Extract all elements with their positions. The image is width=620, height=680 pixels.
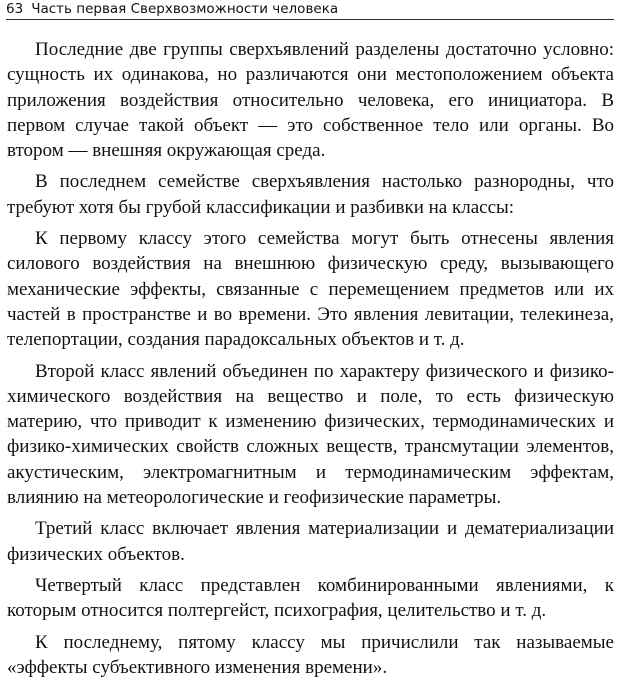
paragraph-4: Второй класс явлений объединен по характеру физического и физико-химического воздействия на вещество и поле, то есть физическую материю, что приводит к изменению физических, термодинамических и физико-химических свойств сложных веществ, трансмутации элементов, акустическим, электромагнитным и термодинамическим эффектам, влиянию на метеорологические и геофизические параметры. — [7, 360, 614, 509]
paragraph-3: К первому классу этого семейства могут быть отнесены явления силового воздействия на внешнюю физическую среду, вызывающего механические эффекты, связанные с перемещением предметов или их частей в пространстве и во времени. Это явления левитации, телекинеза, телепортации, создания парадоксальных объектов и т. д. — [7, 228, 614, 351]
running-header — [6, 0, 614, 20]
running-title: Часть первая Сверхвозможности человека — [31, 1, 339, 17]
paragraph-5: Третий класс включает явления материализации и дематериализации физических объектов. — [7, 518, 614, 565]
paragraph-7: К последнему, пятому классу мы причислили так называемые «эффекты субъективного изменения времени». — [7, 631, 614, 678]
paragraph-6: Четвертый класс представлен комбинированными явлениями, к которым относится полтергейст, психография, целительство и т. д. — [7, 574, 614, 622]
page-number: 63 — [6, 1, 24, 17]
paragraph-1: Последние две группы сверхъявлений разделены достаточно условно: сущность их одинакова, но различаются они местоположением объекта приложения воздействия относительно человека, его инициатора. В первом случае такой объект — это собственное тело или органы. Во втором — внешняя окружающая среда. — [7, 39, 614, 162]
body-text — [7, 37, 614, 680]
paragraph-2: В последнем семействе сверхъявления настолько разнородны, что требуют хотя бы грубой классификации и разбивки на классы: — [7, 171, 614, 218]
